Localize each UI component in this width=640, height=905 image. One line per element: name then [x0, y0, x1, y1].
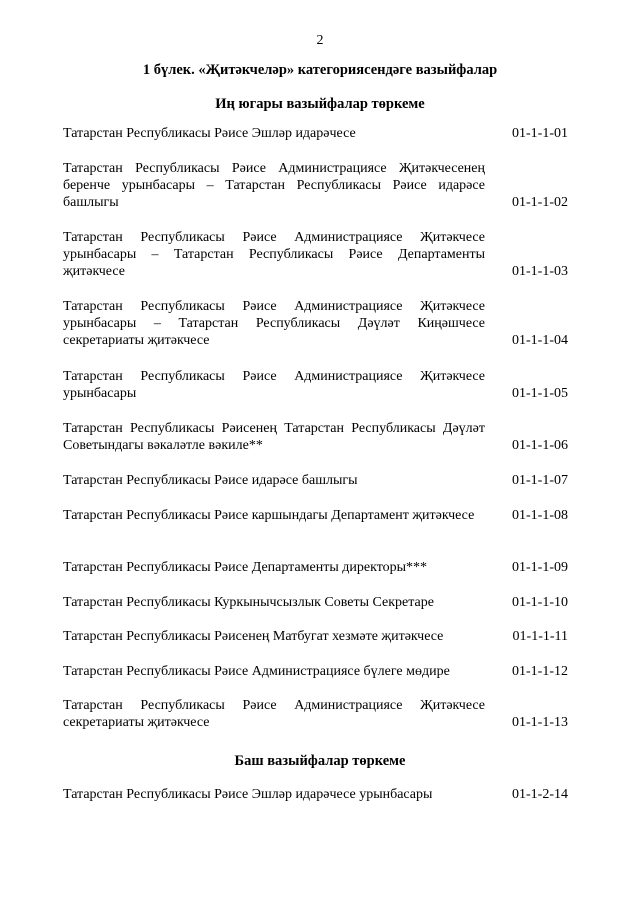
position-title: Татарстан Республикасы Рәисе Администрациясе Җитәкчесе секретариаты җитәкчесе: [63, 698, 485, 730]
position-entry: [63, 559, 568, 576]
position-entry: [63, 507, 568, 524]
position-entry: [63, 298, 568, 349]
position-code: 01-1-2-14: [512, 787, 568, 802]
position-title: Татарстан Республикасы Рәисе Департаменты директоры***: [63, 560, 428, 575]
position-code: 01-1-1-01: [512, 126, 568, 141]
group-heading-main: Баш вазыйфалар төркеме: [234, 753, 406, 769]
position-code: 01-1-1-13: [512, 715, 568, 730]
position-entry: [63, 472, 568, 489]
section-title: 1 бүлек. «Җитәкчеләр» категориясендәге вазыйфалар: [142, 62, 498, 78]
position-entry: [63, 160, 568, 211]
position-code: 01-1-1-12: [512, 664, 568, 679]
position-entry: [63, 663, 568, 680]
position-code: 01-1-1-09: [512, 560, 568, 575]
position-title: Татарстан Республикасы Рәисе Администрациясе Җитәкчесенең беренче урынбасары – Татарстан Республикасы Рәисе идарәсе башлыгы: [63, 161, 485, 210]
position-code: 01-1-1-06: [512, 438, 568, 453]
position-code: 01-1-1-10: [512, 595, 568, 610]
position-title: Татарстан Республикасы Рәисе Администрациясе Җитәкчесе урынбасары: [63, 369, 485, 401]
position-entry: [63, 786, 568, 803]
position-entry: [63, 125, 568, 142]
position-code: 01-1-1-05: [512, 386, 568, 401]
page-number: 2: [316, 33, 324, 48]
position-code: 01-1-1-07: [512, 473, 568, 488]
position-title: Татарстан Республикасы Рәисенең Матбугат хезмәте җитәкчесе: [63, 629, 444, 644]
position-title: Татарстан Республикасы Рәисе Администрациясе Җитәкчесе урынбасары – Татарстан Республикасы Рәисе Департаменты җитәкчесе: [63, 230, 485, 279]
position-title: Татарстан Республикасы Рәисе Эшләр идарәчесе: [63, 126, 356, 141]
position-code: 01-1-1-02: [512, 195, 568, 210]
position-title: Татарстан Республикасы Рәисе Администрациясе бүлеге мөдире: [63, 664, 450, 679]
position-title: Татарстан Республикасы Рәисе идарәсе башлыгы: [63, 473, 358, 488]
position-entry: [63, 697, 568, 731]
position-title: Татарстан Республикасы Куркынычсызлык Советы Секретаре: [63, 595, 434, 610]
position-title: Татарстан Республикасы Рәисе Эшләр идарәчесе урынбасары: [63, 787, 433, 802]
position-code: 01-1-1-11: [512, 629, 568, 644]
position-code: 01-1-1-03: [512, 264, 568, 279]
group-heading-highest: Иң югары вазыйфалар төркеме: [215, 96, 425, 112]
position-title: Татарстан Республикасы Рәисе каршындагы Департамент җитәкчесе: [63, 508, 475, 523]
position-entry: [63, 368, 568, 402]
position-code: 01-1-1-04: [512, 333, 568, 348]
position-title: Татарстан Республикасы Рәисенең Татарстан Республикасы Дәүләт Советындагы вәкаләтле вәкиле**: [63, 421, 485, 453]
position-entry: [63, 594, 568, 611]
position-entry: [63, 229, 568, 280]
position-title: Татарстан Республикасы Рәисе Администрациясе Җитәкчесе урынбасары – Татарстан Республикасы Дәүләт Киңәшчесе секретариаты җитәкчесе: [63, 299, 485, 348]
position-code: 01-1-1-08: [512, 508, 568, 523]
position-entry: [63, 628, 568, 645]
position-entry: [63, 420, 568, 454]
